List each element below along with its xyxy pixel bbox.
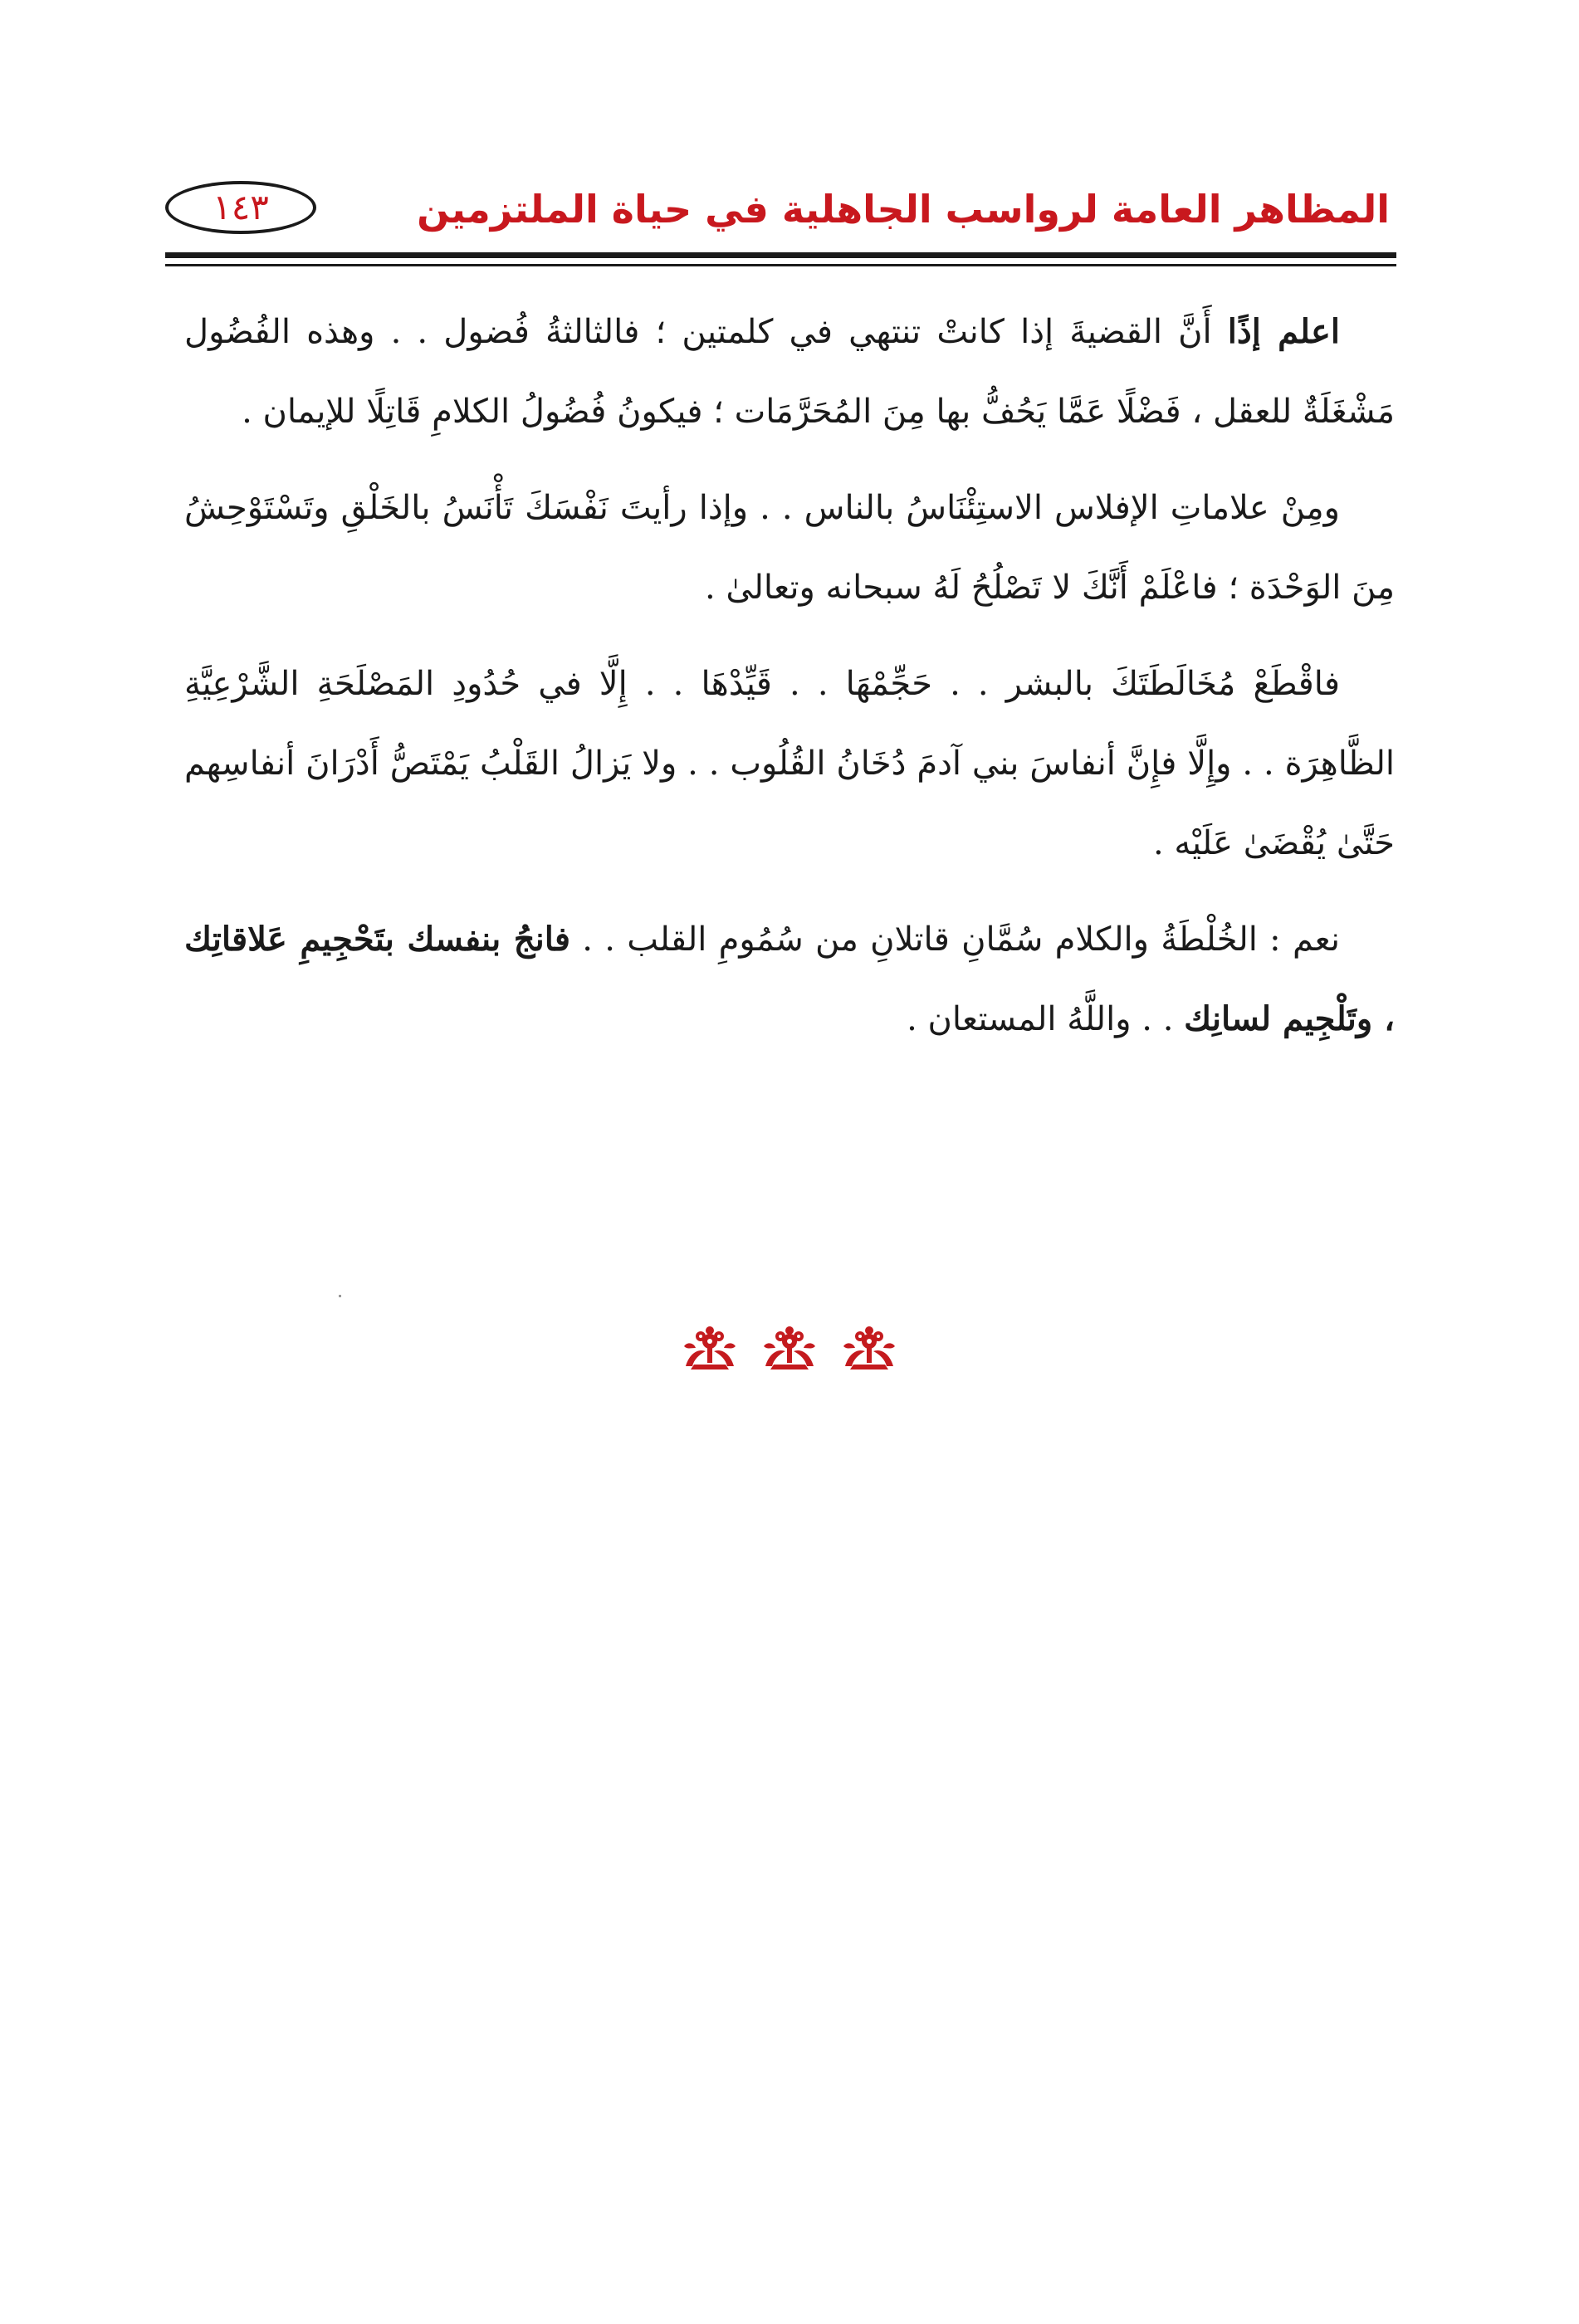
paragraph-4-text: نعم : الخُلْطَةُ والكلام سُمَّانِ قاتلانِ من سُمُومِ القلب . . [570,920,1340,959]
paragraph-4 [184,900,1395,1059]
header-rule-thick [165,252,1396,258]
paragraph-2 [184,468,1395,627]
ornament-row [0,1323,1579,1373]
floral-ornament-icon [681,1323,739,1373]
body-text [184,292,1395,1076]
paragraph-1-lead: اعلم إذًا [1227,312,1341,351]
page-number-badge [165,181,316,234]
paragraph-3-text: فاقْطَعْ مُخَالَطَتَكَ بالبشر . . حَجِّمْهَا . . قَيِّدْهَا . . إِلَّا في حُدُودِ المَصْلَحَةِ الشَّرْعِيَّةِ الظَّاهِرَة . . وإِلَّا فإِنَّ أنفاسَ بني آدمَ دُخَانُ القُلُوب . . ولا يَزالُ القَلْبُ يَمْتَصُّ أَدْرَانَ أنفاسِهم حَتَّىٰ يُقْضَىٰ عَلَيْه . [184,665,1395,862]
paragraph-4-bold: فانجُ بنفسك بتَحْجِيمِ عَلاقاتِك ، وتَلْجِيم لسانِك [184,920,1395,1038]
paragraph-1-text: أَنَّ القضيةَ إذا كانتْ تنتهي في كلمتين ؛ فالثالثةُ فُضول . . وهذه الفُضُول مَشْغَلَةٌ للعقل ، فَضْلًا عَمَّا يَحُفُّ بها مِنَ المُحَرَّمَات ؛ فيكونُ فُضُولُ الكلامِ قَاتِلًا للإيمان . [184,313,1395,431]
paragraph-4-tail: . . واللَّهُ المستعان . [907,1000,1185,1038]
paragraph-2-text: ومِنْ علاماتِ الإفلاس الاستِئْنَاسُ بالناس . . وإذا رأيتَ نَفْسَكَ تَأْنَسُ بالخَلْقِ وتَسْتَوْحِشُ مِنَ الوَحْدَة ؛ فاعْلَمْ أَنَّكَ لا تَصْلُحُ لَهُ سبحانه وتعالىٰ . [184,489,1395,607]
floral-ornament-icon [760,1323,819,1373]
page-number: ١٤٣ [213,187,269,227]
paragraph-3 [184,644,1395,883]
paragraph-1 [184,292,1395,452]
scan-speck [339,1295,341,1297]
floral-ornament-icon [840,1323,898,1373]
header-rule-thin [165,264,1396,266]
running-title: المظاهر العامة لرواسب الجاهلية في حياة الملتزمين [417,187,1390,232]
